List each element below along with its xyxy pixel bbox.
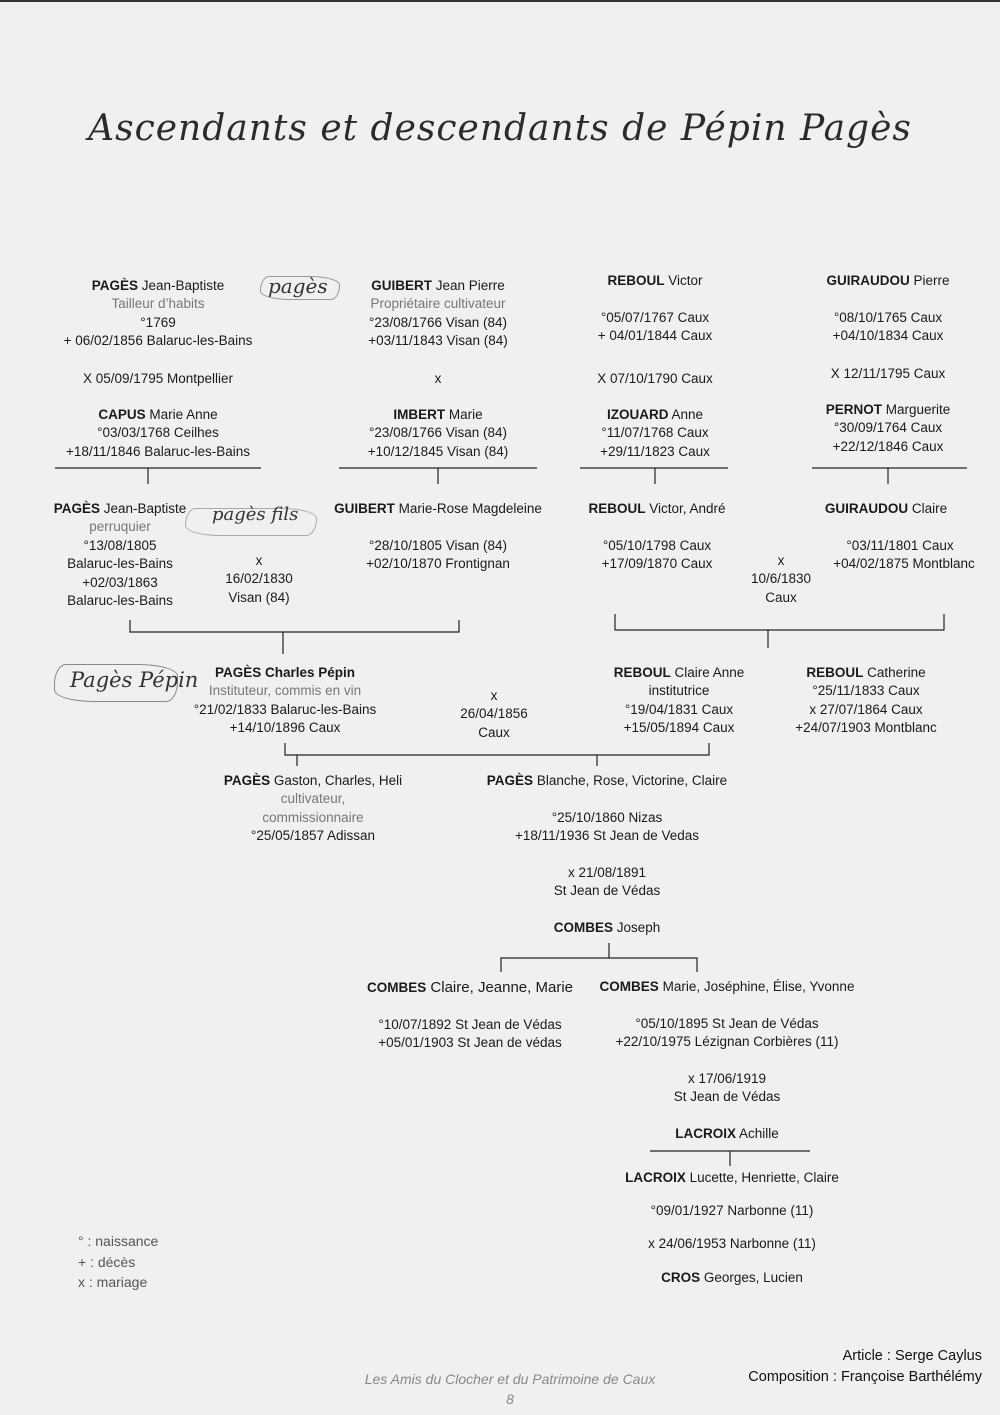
connector-gen1-guiraudou — [812, 468, 967, 484]
legend — [78, 1231, 158, 1293]
connector-gen1-pages — [55, 468, 261, 484]
footer-publication: Les Amis du Clocher et du Patrimoine de Caux — [364, 1371, 656, 1387]
person-pages-blanche: PAGÈS Blanche, Rose, Victorine, Claire °25/10/1860 Nizas +18/11/1936 St Jean de Vedas x 21/08/1891 St Jean de Védas COMBES Joseph — [486, 773, 728, 936]
person-pages-jean-baptiste-jr: PAGÈS Jean-Baptiste perruquier °13/08/1805 Balaruc-les-Bains +02/03/1863 Balaruc-les-Bains — [53, 501, 187, 609]
marriage-2: x — [434, 371, 442, 386]
person-combes-claire: COMBES Claire, Jeanne, Marie °10/07/1892 St Jean de Védas +05/01/1903 St Jean de védas — [366, 979, 574, 1051]
connector-gen5 — [650, 1151, 810, 1166]
marriage-1: X 05/09/1795 Montpellier — [82, 371, 234, 386]
connector-gen1-guibert — [339, 468, 537, 484]
person-guiraudou-claire: GUIRAUDOU Claire °03/11/1801 Caux +04/02/1875 Montblanc — [824, 501, 975, 572]
person-imbert-marie: IMBERT Marie °23/08/1766 Visan (84) +10/12/1845 Visan (84) — [367, 407, 509, 459]
page-number: 8 — [506, 1391, 514, 1407]
person-reboul-victor-andre: REBOUL Victor, André °05/10/1798 Caux +17/09/1870 Caux — [588, 501, 726, 572]
person-guibert-marie-rose: GUIBERT Marie-Rose Magdeleine °28/10/1805 Visan (84) +02/10/1870 Frontignan — [334, 501, 542, 572]
connector-gen4 — [501, 943, 697, 972]
person-pages-gaston: PAGÈS Gaston, Charles, Heli cultivateur, commissionnaire °25/05/1857 Adissan — [223, 773, 403, 844]
marriage-4: X 12/11/1795 Caux — [830, 366, 946, 381]
connector-gen1-reboul — [580, 468, 728, 484]
marriage-gen2-right: x 10/6/1830 Caux — [750, 553, 812, 605]
legend-death: + : décès — [78, 1253, 136, 1270]
legend-marriage: x : mariage — [78, 1274, 148, 1290]
legend-birth: ° : naissance — [78, 1233, 159, 1249]
signature-pages-jean-baptiste: pagès — [268, 274, 328, 298]
person-lacroix-lucette: LACROIX Lucette, Henriette, Claire °09/01/1927 Narbonne (11) x 24/06/1953 Narbonne (11) CROS Georges, Lucien — [625, 1170, 839, 1285]
credit-composition: Composition : Françoise Barthélémy — [748, 1368, 982, 1385]
person-guiraudou-pierre: GUIRAUDOU Pierre °08/10/1765 Caux +04/10/1834 Caux — [826, 273, 950, 344]
marriage-3: X 07/10/1790 Caux — [597, 371, 713, 386]
person-reboul-catherine: REBOUL Catherine °25/11/1833 Caux x 27/07/1864 Caux +24/07/1903 Montblanc — [795, 665, 937, 736]
page-title: Ascendants et descendants de Pépin Pagès — [88, 108, 912, 149]
connector-gen3 — [285, 743, 709, 766]
person-combes-marie: COMBES Marie, Joséphine, Élise, Yvonne °05/10/1895 St Jean de Védas +22/10/1975 Lézignan Corbières (11) x 17/06/1919 St Jean de Védas LACROIX Achille — [599, 979, 855, 1142]
person-pages-charles-pepin: PAGÈS Charles Pépin Instituteur, commis en vin °21/02/1833 Balaruc-les-Bains +14/10/1896 Caux — [193, 665, 377, 736]
person-izouard-anne: IZOUARD Anne °11/07/1768 Caux +29/11/1823 Caux — [600, 407, 710, 459]
marriage-gen3: x 26/04/1856 Caux — [460, 688, 528, 740]
connector-gen2-right — [615, 614, 944, 648]
person-capus-marie-anne: CAPUS Marie Anne °03/03/1768 Ceilhes +18/11/1846 Balaruc-les-Bains — [66, 407, 250, 459]
person-reboul-claire-anne: REBOUL Claire Anne institutrice °19/04/1831 Caux +15/05/1894 Caux — [613, 665, 745, 736]
person-guibert-jean-pierre: GUIBERT Jean Pierre Propriétaire cultivateur °23/08/1766 Visan (84) +03/11/1843 Visan (84) — [368, 278, 508, 349]
credit-article: Article : Serge Caylus — [842, 1348, 982, 1364]
person-reboul-victor: REBOUL Victor °05/07/1767 Caux + 04/01/1844 Caux — [597, 273, 713, 344]
person-pages-jean-baptiste-sr: PAGÈS Jean-Baptiste Tailleur d’habits °1769 + 06/02/1856 Balaruc-les-Bains — [63, 278, 253, 349]
marriage-gen2-left: x 16/02/1830 Visan (84) — [225, 553, 293, 605]
person-pernot-marguerite: PERNOT Marguerite °30/09/1764 Caux +22/12/1846 Caux — [825, 402, 951, 454]
signature-pages-pepin: Pagès Pépin — [70, 668, 199, 692]
signature-pages-fils: pagès fils — [212, 504, 299, 525]
page-footer — [0, 1369, 1000, 1409]
connector-gen2-left — [130, 620, 459, 654]
